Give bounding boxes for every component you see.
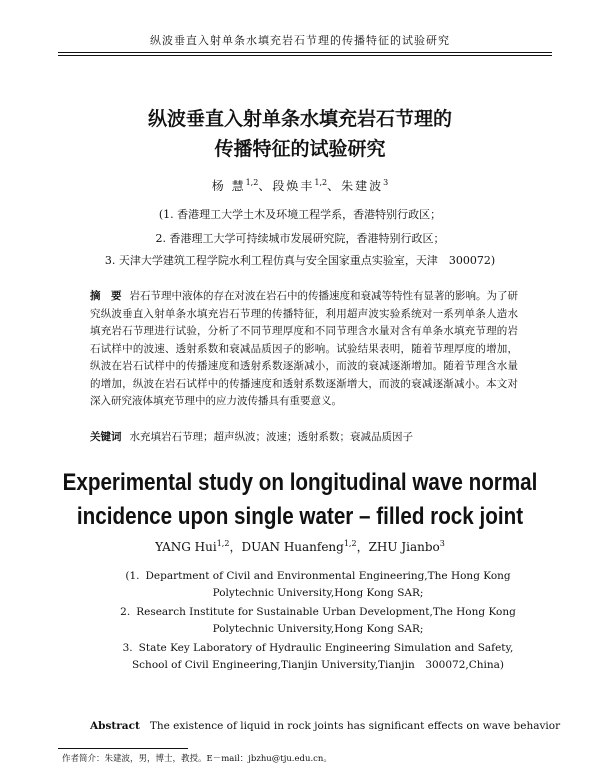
chinese-keywords-label: 关键词 (90, 431, 122, 443)
affiliation-number: 3. (122, 642, 133, 654)
header-rule (58, 52, 552, 53)
english-title (42, 466, 558, 534)
affiliation-number: 2. (120, 606, 131, 618)
author-separator: 、 (258, 179, 273, 193)
author-affiliation-mark: 1,2 (245, 178, 259, 187)
author-name: DUAN Huanfeng (241, 540, 344, 554)
english-title-line-1: Experimental study on longitudinal wave normal (62, 469, 538, 496)
chinese-abstract-label: 摘 要 (90, 290, 122, 302)
english-affiliation-3 (108, 640, 528, 674)
author-affiliation-mark: 1,2 (216, 539, 230, 548)
english-abstract (90, 720, 561, 732)
author-name: YANG Hui (155, 540, 217, 554)
chinese-keywords-text: 水充填岩石节理；超声纵波；波速；透射系数；衰减品质因子 (129, 431, 413, 443)
chinese-title-line-1: 纵波垂直入射单条水填充岩石节理的 (147, 108, 452, 130)
chinese-affiliation-1: (1. 香港理工大学土木及环境工程学系，香港特别行政区； (158, 208, 442, 221)
affiliation-line: Polytechnic University,Hong Kong SAR; (212, 587, 424, 599)
affiliation-line: Research Institute for Sustainable Urban Development,The Hong Kong (136, 606, 516, 618)
author-affiliation-mark: 1,2 (343, 539, 357, 548)
author-separator: ， (229, 540, 242, 554)
author-separator: 、 (327, 179, 342, 193)
author-name: 杨 慧 (211, 179, 246, 193)
author-affiliation-mark: 3 (439, 539, 445, 548)
chinese-title-line-2: 传播特征的试验研究 (214, 138, 386, 160)
author-separator: ， (356, 540, 369, 554)
english-affiliation-1 (108, 568, 528, 602)
chinese-title (0, 104, 600, 164)
author-name: 朱建波 (341, 179, 384, 193)
affiliation-line: State Key Laboratory of Hydraulic Engineering Simulation and Safety, (138, 642, 514, 654)
author-footnote: 作者简介：朱建波，男，博士，教授。E－mail：jbzhu@tju.edu.cn。 (62, 754, 332, 764)
english-authors (0, 538, 600, 555)
english-abstract-label: Abstract (90, 720, 140, 732)
author-name: ZHU Jianbo (368, 540, 440, 554)
affiliation-line: Department of Civil and Environmental Engineering,The Hong Kong (145, 570, 511, 582)
chinese-affiliation-3: 3. 天津大学建筑工程学院水利工程仿真与安全国家重点实验室，天津 300072) (104, 254, 496, 267)
chinese-affiliation-2: 2. 香港理工大学可持续城市发展研究院，香港特别行政区； (155, 232, 445, 245)
author-affiliation-mark: 3 (383, 178, 389, 187)
running-head: 纵波垂直入射单条水填充岩石节理的传播特征的试验研究 (150, 34, 450, 47)
author-name: 段焕丰 (272, 179, 315, 193)
header-rule-thin (58, 55, 552, 56)
affiliation-line: Polytechnic University,Hong Kong SAR; (212, 623, 424, 635)
affiliation-line: School of Civil Engineering,Tianjin University,Tianjin 300072,China) (131, 659, 505, 671)
chinese-abstract-text: 岩石节理中液体的存在对波在岩石中的传播速度和衰减等特性有显著的影响。为了研究纵波垂直入射单条水填充岩石节理的传播特征，利用超声波实验系统对一系列单条人造水填充岩石节理进行试验，分析了不同节理厚度和不同节理含水量对含有单条水填充节理的岩石试样中的波速、透射系数和衰减品质因子的影响。试验结果表明，随着节理厚度的增加，纵波在岩石试样中的传播速度和透射系数逐渐减小，而波的衰减逐渐增加。随着节理含水量的增加，纵波在岩石试样中的传播速度和透射系数逐渐增大，而波的衰减逐渐减小。本文对深入研究液体填充节理中的应力波传播具有重要意义。 (90, 290, 518, 407)
affiliation-number: (1. (125, 570, 140, 582)
english-affiliation-2 (108, 604, 528, 638)
english-title-line-2: incidence upon single water – filled rock joint (76, 503, 524, 530)
author-affiliation-mark: 1,2 (314, 178, 328, 187)
chinese-abstract (90, 288, 518, 411)
chinese-keywords (90, 429, 518, 444)
english-abstract-text: The existence of liquid in rock joints has significant effects on wave behavior (149, 720, 561, 732)
chinese-authors (0, 177, 600, 194)
footnote-rule (58, 748, 188, 749)
